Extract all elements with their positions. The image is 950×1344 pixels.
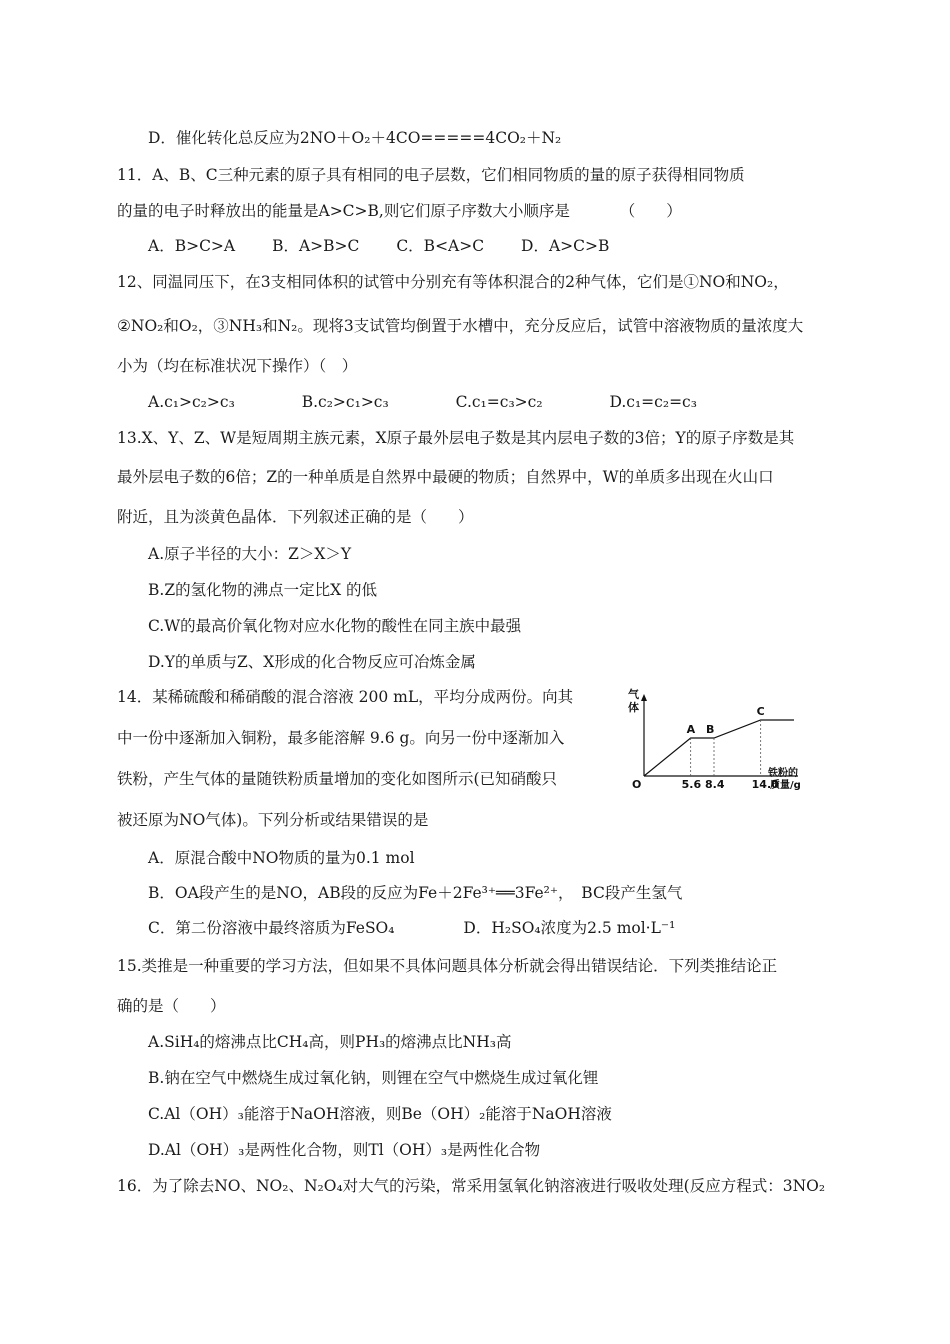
q12-stem-line2: ②NO₂和O₂，③NH₃和N₂。现将3支试管均倒置于水槽中，充分反应后，试管中溶液物质的量浓度大: [117, 317, 804, 335]
q15-option-a: A.SiH₄的熔沸点比CH₄高，则PH₃的熔沸点比NH₃高: [148, 1033, 512, 1051]
origin-label: O: [632, 778, 642, 791]
q12-stem-line1: 12、同温同压下，在3支相同体积的试管中分别充有等体积混合的2种气体，它们是①NO和NO₂，: [117, 273, 789, 291]
q13-option-a: A.原子半径的大小：Z＞X＞Y: [148, 545, 352, 563]
q14-stem-line4: 被还原为NO气体)。下列分析或结果错误的是: [117, 811, 429, 829]
q14-stem-line2: 中一份中逐渐加入铜粉，最多能溶解 9.6 g。向另一份中逐渐加入: [117, 729, 565, 747]
q15-option-d: D.Al（OH）₃是两性化合物，则Tl（OH）₃是两性化合物: [148, 1141, 541, 1159]
q13-option-b: B.Z的氢化物的沸点一定比X 的低: [148, 581, 378, 599]
q11-option-b: B．A>B>C: [272, 237, 360, 255]
point-label: C: [756, 705, 765, 718]
q11-options: [148, 236, 609, 256]
q13-option-d: D.Y的单质与Z、X形成的化合物反应可冶炼金属: [148, 653, 476, 671]
point-label: A: [686, 723, 696, 736]
y-axis-arrow: [641, 694, 647, 701]
q15-stem-line2: 确的是（ ）: [117, 997, 226, 1015]
q12-option-a: A.c₁>c₂>c₃: [148, 393, 235, 411]
x-tick-label: 8.4: [705, 778, 725, 791]
x-axis-label-line2: 质量/g: [770, 780, 801, 791]
q11-option-d: D．A>C>B: [521, 237, 610, 255]
q12-stem-line3: 小为（均在标准状况下操作）（ ）: [117, 357, 358, 375]
y-axis-label-char1: 气: [628, 688, 639, 701]
q11-stem-line2: [117, 201, 682, 221]
q11-option-a: A．B>C>A: [148, 237, 236, 255]
q11-answer-paren: （ ）: [619, 202, 682, 220]
q14-option-a: A．原混合酸中NO物质的量为0.1 mol: [148, 849, 415, 867]
q13-stem-line1: 13.X、Y、Z、W是短周期主族元素，X原子最外层电子数是其内层电子数的3倍；Y的原子序数是其: [117, 429, 795, 447]
q14-options-cd: [148, 918, 675, 938]
q12-options: [148, 392, 697, 412]
x-tick-label: 5.6: [681, 778, 702, 791]
q12-option-c: C.c₁=c₃>c₂: [455, 393, 543, 411]
x-axis-label-line1: 铁粉的: [768, 768, 798, 779]
gas-vs-iron-chart: [628, 688, 810, 791]
q14-stem-line3: 铁粉，产生气体的量随铁粉质量增加的变化如图所示(已知硝酸只: [117, 770, 558, 788]
q12-option-d: D.c₁=c₂=c₃: [609, 393, 697, 411]
q14-stem-line1: 14．某稀硫酸和稀硝酸的混合溶液 200 mL，平均分成两份。向其: [117, 688, 574, 706]
q14-option-b: B．OA段产生的是NO，AB段的反应为Fe＋2Fe³⁺══3Fe²⁺， BC段产生氢气: [148, 884, 683, 902]
point-label: B: [706, 723, 715, 736]
q10-option-d: D．催化转化总反应为2NO＋O₂＋4CO=====4CO₂＋N₂: [148, 129, 562, 147]
q15-stem-line1: 15.类推是一种重要的学习方法，但如果不具体问题具体分析就会得出错误结论．下列类推结论正: [117, 957, 778, 975]
q15-option-c: C.Al（OH）₃能溶于NaOH溶液，则Be（OH）₂能溶于NaOH溶液: [148, 1105, 612, 1123]
q13-option-c: C.W的最高价氧化物对应水化物的酸性在同主族中最强: [148, 617, 522, 635]
q14-option-d: D．H₂SO₄浓度为2.5 mol·L⁻¹: [463, 919, 676, 937]
q11-stem-line1: 11．A、B、C三种元素的原子具有相同的电子层数，它们相同物质的量的原子获得相同物质: [117, 166, 745, 184]
q15-option-b: B.钠在空气中燃烧生成过氧化钠，则锂在空气中燃烧生成过氧化锂: [148, 1069, 599, 1087]
q11-option-c: C．B<A>C: [396, 237, 485, 255]
q12-option-b: B.c₂>c₁>c₃: [301, 393, 389, 411]
y-axis-label-char2: 体: [628, 701, 639, 714]
q11-stem-text: 的量的电子时释放出的能量是A>C>B,则它们原子序数大小顺序是: [117, 202, 570, 220]
q13-stem-line2: 最外层电子数的6倍；Z的一种单质是自然界中最硬的物质；自然界中，W的单质多出现在火山口: [117, 468, 774, 486]
q16-stem-line1: 16．为了除去NO、NO₂、N₂O₄对大气的污染，常采用氢氧化钠溶液进行吸收处理(反应方程式：3NO₂: [117, 1177, 826, 1195]
q13-stem-line3: 附近，且为淡黄色晶体．下列叙述正确的是（ ）: [117, 508, 474, 526]
q14-option-c: C．第二份溶液中最终溶质为FeSO₄: [148, 919, 395, 937]
x-tick-label: 14.0: [751, 778, 779, 791]
